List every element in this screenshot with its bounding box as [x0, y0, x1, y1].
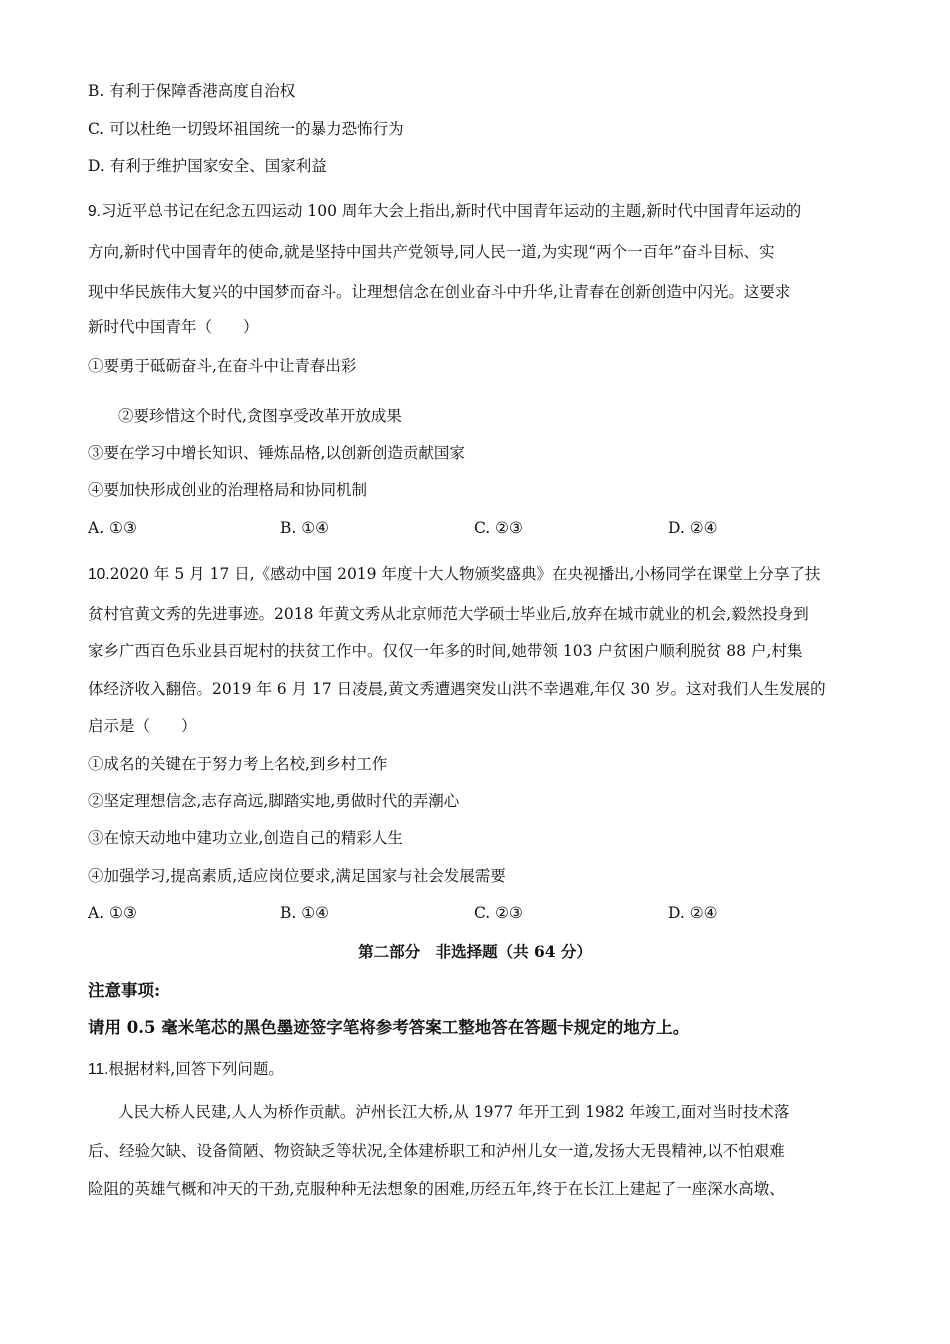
q9-stem-line-2: 方向,新时代中国青年的使命,就是坚持中国共产党领导,同人民一道,为实现“两个一百年”奋斗目标、实: [88, 243, 775, 261]
q10-option-b: B. ①④: [280, 904, 330, 922]
q9-option-a: A. ①③: [88, 519, 137, 537]
notice-text: 请用 0.5 毫米笔芯的黑色墨迹签字笔将参考答案工整地答在答题卡规定的地方上。: [88, 1018, 690, 1037]
q10-stem-line-3: 家乡广西百色乐业县百坭村的扶贫工作中。仅仅一年多的时间,她带领 103 户贫困户顺利脱贫 88 户,村集: [88, 642, 803, 660]
q9-stem-text-1: 习近平总书记在纪念五四运动 100 周年大会上指出,新时代中国青年运动的主题,新时代中国青年运动的: [100, 202, 802, 220]
q10-stem-text-1: 2020 年 5 月 17 日,《感动中国 2019 年度十大人物颁奖盛典》在央视播出,小杨同学在课堂上分享了扶: [109, 565, 821, 583]
q10-options: [88, 902, 848, 924]
q9-stem-line-4: 新时代中国青年（ ）: [88, 318, 259, 336]
q10-stem-line-4: 体经济收入翻倍。2019 年 6 月 17 日凌晨,黄文秀遭遇突发山洪不幸遇难,年仅 30 岁。这对我们人生发展的: [88, 680, 826, 698]
q8-option-c: C. 可以杜绝一切毁坏祖国统一的暴力恐怖行为: [88, 120, 404, 138]
q9-item-3: ③要在学习中增长知识、锤炼品格,以创新创造贡献国家: [88, 444, 465, 462]
q9-option-c: C. ②③: [474, 519, 523, 537]
q9-item-4: ④要加快形成创业的治理格局和协同机制: [88, 481, 368, 499]
part2-title: 第二部分 非选择题（共 64 分）: [358, 942, 592, 961]
q10-option-c: C. ②③: [474, 904, 523, 922]
q10-item-1: ①成名的关键在于努力考上名校,到乡村工作: [88, 755, 388, 773]
q11-material-line-3: 险阻的英雄气概和冲天的干劲,克服种种无法想象的困难,历经五年,终于在长江上建起了一座深水高墩、: [88, 1180, 785, 1198]
q10-stem-line-5: 启示是（ ）: [88, 717, 197, 735]
q8-option-b: B. 有利于保障香港高度自治权: [88, 82, 296, 100]
q10-number: 10.: [88, 566, 110, 583]
q9-options: [88, 517, 848, 539]
q9-number: 9.: [88, 203, 101, 220]
q9-item-2: ②要珍惜这个时代,贪图享受改革开放成果: [118, 407, 402, 425]
q10-stem-line-1: [88, 563, 820, 586]
q10-item-3: ③在惊天动地中建功立业,创造自己的精彩人生: [88, 829, 403, 847]
q10-option-a: A. ①③: [88, 904, 137, 922]
q11-material-line-1: 人民大桥人民建,人人为桥作贡献。泸州长江大桥,从 1977 年开工到 1982 年竣工,面对当时技术落: [118, 1103, 790, 1121]
q11-material-line-2: 后、经验欠缺、设备简陋、物资缺乏等状况,全体建桥职工和泸州儿女一道,发扬大无畏精神,以不怕艰难: [88, 1142, 785, 1160]
q10-item-2: ②坚定理想信念,志存高远,脚踏实地,勇做时代的弄潮心: [88, 792, 460, 810]
q11-stem: [88, 1058, 284, 1081]
notice-heading: 注意事项:: [88, 981, 161, 1000]
q11-stem-text: 根据材料,回答下列问题。: [108, 1060, 284, 1078]
q9-option-b: B. ①④: [280, 519, 330, 537]
q11-number: 11.: [88, 1061, 109, 1078]
q9-stem-line-3: 现中华民族伟大复兴的中国梦而奋斗。让理想信念在创业奋斗中升华,让青春在创新创造中闪光。这要求: [88, 283, 791, 301]
q9-stem-line-1: [88, 200, 801, 223]
q9-option-d: D. ②④: [668, 519, 718, 537]
q8-option-d: D. 有利于维护国家安全、国家利益: [88, 157, 327, 175]
q10-stem-line-2: 贫村官黄文秀的先进事迹。2018 年黄文秀从北京师范大学硕士毕业后,放弃在城市就业的机会,毅然投身到: [88, 605, 809, 623]
q10-option-d: D. ②④: [668, 904, 718, 922]
q10-item-4: ④加强学习,提高素质,适应岗位要求,满足国家与社会发展需要: [88, 867, 506, 885]
q9-item-1: ①要勇于砥砺奋斗,在奋斗中让青春出彩: [88, 357, 357, 375]
